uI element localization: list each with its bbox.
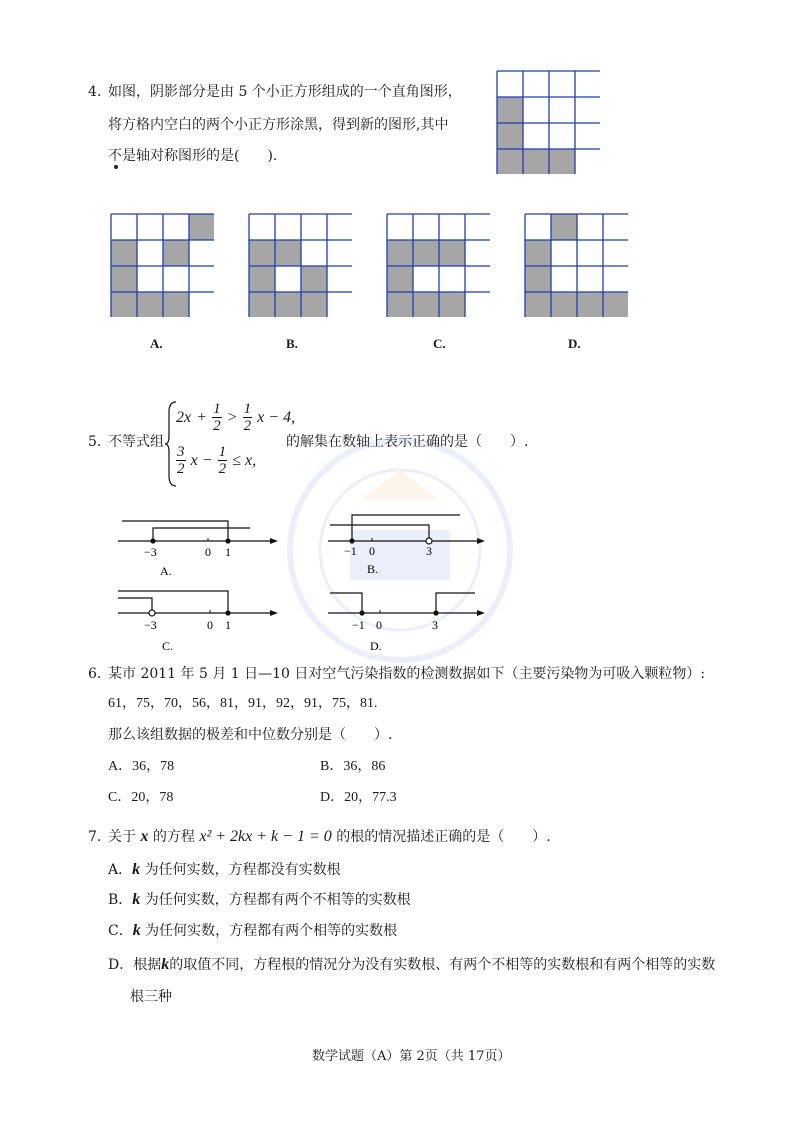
shaded-cell [525,292,551,317]
q7-option-a[interactable] [108,860,341,880]
shaded-cell [189,214,214,240]
option-text: 根据 [133,957,162,973]
shaded-cell [413,292,439,317]
q7-stem [108,827,551,847]
shaded-cell [137,292,163,317]
emphasis-dot [114,165,118,169]
option-label[interactable]: B. [367,562,379,576]
q4-line3-rest: 是轴对称图形的是( ). [122,148,278,164]
var-k: k [132,891,141,908]
shaded-cell [387,292,413,317]
shaded-cell [387,266,413,292]
q5-numberline-d [320,585,495,655]
tick-label: 3 [426,544,432,558]
shaded-cell [163,292,189,317]
shaded-cell [551,292,577,317]
option-text: 为任何实数，方程都有两个相等的实数根 [145,923,398,939]
ineq2-mid: x − [190,452,213,469]
shaded-cell [551,214,577,240]
q4-line1: 如图，阴影部分是由 5 个小正方形组成的一个直角图形， [108,84,462,100]
q4-option-c-label[interactable]: C. [433,336,446,351]
q4-option-b-grid [248,213,352,317]
ineq1-frac1 [212,401,222,434]
ineq1-frac2 [243,401,253,434]
q5-inequality-1 [176,401,295,434]
shaded-cell [275,292,301,317]
option-label[interactable]: C. [162,639,174,653]
var-k: k [132,922,141,939]
tick-label: 0 [376,618,382,632]
option-letter: B． [108,892,133,908]
shaded-cell [497,149,523,174]
q6-option-d[interactable]: D．20，77.3 [320,790,397,805]
shaded-cell [577,292,603,317]
shaded-cell [525,240,551,266]
option-text: 为任何实数，方程都没有实数根 [144,862,341,878]
tick-label: −3 [144,545,157,559]
option-letter: A． [108,862,133,878]
q4-option-a-label[interactable]: A. [150,336,163,351]
shaded-cell [301,292,327,317]
q7-option-c[interactable] [108,921,397,941]
frac-den: 2 [243,418,252,434]
tick-label: 3 [432,618,438,632]
q6-line1: 某市 2011 年 5 月 1 日—10 日对空气污染指数的检测数据如下（主要污染物为可吸入颗粒物）: [108,666,706,682]
tick-label: −1 [352,618,365,632]
q6-option-b[interactable]: B．36，86 [320,759,386,774]
q7-number: 7. [88,829,102,845]
frac-den: 2 [213,418,221,434]
q4-option-a-grid [110,213,214,317]
q5-inequality-2 [176,444,256,477]
page-footer: 数学试题（A）第 2页（共 17页） [312,1049,511,1064]
q4-option-d-label[interactable]: D. [568,336,581,351]
shaded-cell [439,240,465,266]
option-letter: C． [108,923,133,939]
option-label[interactable]: A. [160,564,172,578]
q7-option-b[interactable] [108,890,411,910]
q4-reference-grid [496,70,600,174]
frac-num: 1 [213,401,221,417]
q4-option-d-grid [524,213,628,317]
option-text: 为任何实数，方程都有两个不相等的实数根 [144,892,411,908]
ineq1-term: 2x [176,409,192,426]
frac-num: 1 [218,444,227,460]
option-text: 的取值不同，方程根的情况分为没有实数根、有两个不相等的实数根和有两个相等的实数 [169,957,716,973]
q5-numberline-a [110,508,285,578]
tick-label: 1 [225,545,231,559]
q4-line2: 将方格内空白的两个小正方形涂黑，得到新的图形,其中 [108,117,449,133]
q7-stem-a: 关于 [108,829,136,845]
q7-stem-b: 的方程 [152,829,195,845]
shaded-cell [111,292,137,317]
q4-line3 [108,146,277,166]
frac-den: 2 [177,461,185,477]
var-k: k [132,861,141,878]
tick-label: 0 [205,545,211,559]
ineq2-frac1 [176,444,186,477]
q5-prefix: 不等式组 [108,434,164,450]
q7-option-d-continued: 根三种 [130,989,172,1005]
shaded-cell [387,240,413,266]
q7-var-x: x [140,828,149,845]
q4-option-b-label[interactable]: B. [286,336,298,351]
ineq1-gt: > [226,409,238,426]
q5-suffix: 的解集在数轴上表示正确的是（ ）. [286,434,529,450]
frac-num: 1 [243,401,252,417]
ineq2-tail: ≤ x, [232,452,257,469]
shaded-cell [439,292,465,317]
shaded-cell [497,97,523,123]
shaded-cell [549,149,575,174]
shaded-cell [301,266,327,292]
shaded-cell [603,292,628,317]
tick-label: −3 [144,618,157,632]
q7-option-d[interactable] [108,955,715,975]
frac-den: 2 [218,461,227,477]
q5-number: 5. [88,434,102,450]
shaded-cell [413,240,439,266]
shaded-cell [497,123,523,149]
q7-stem-c: 的根的情况描述正确的是（ ）. [336,829,551,845]
shaded-cell [275,240,301,266]
ineq1-tail: x − 4, [257,409,296,426]
shaded-cell [249,240,275,266]
shaded-cell [525,266,551,292]
tick-label: 1 [225,618,231,632]
q7-equation: x² + 2kx + k − 1 = 0 [199,828,332,845]
q5-numberline-c [110,585,285,655]
var-k: k [161,956,170,973]
shaded-cell [163,240,189,266]
shaded-cell [111,266,137,292]
q6-question: 那么该组数据的极差和中位数分别是（ ）. [108,727,393,743]
shaded-cell [111,240,137,266]
ineq1-plus: + [196,409,207,426]
shaded-cell [249,266,275,292]
ineq2-frac2 [218,444,228,477]
q6-option-a[interactable]: A．36，78 [108,759,175,774]
q4-emphasis-not: 不 [108,148,122,164]
q6-number: 6. [88,666,102,682]
frac-num: 3 [177,444,185,460]
q5-numberline-b [320,505,495,578]
shaded-cell [249,292,275,317]
shaded-cell [523,149,549,174]
tick-label: −1 [344,544,357,558]
tick-label: 0 [207,618,213,632]
q6-option-c[interactable]: C．20，78 [108,790,174,805]
option-label[interactable]: D. [370,639,382,653]
q4-number: 4. [88,84,102,100]
q4-option-c-grid [386,213,490,317]
tick-label: 0 [369,544,375,558]
q6-data: 61，75，70，56，81，91，92，91，75，81. [108,696,378,711]
option-letter: D． [108,957,134,973]
